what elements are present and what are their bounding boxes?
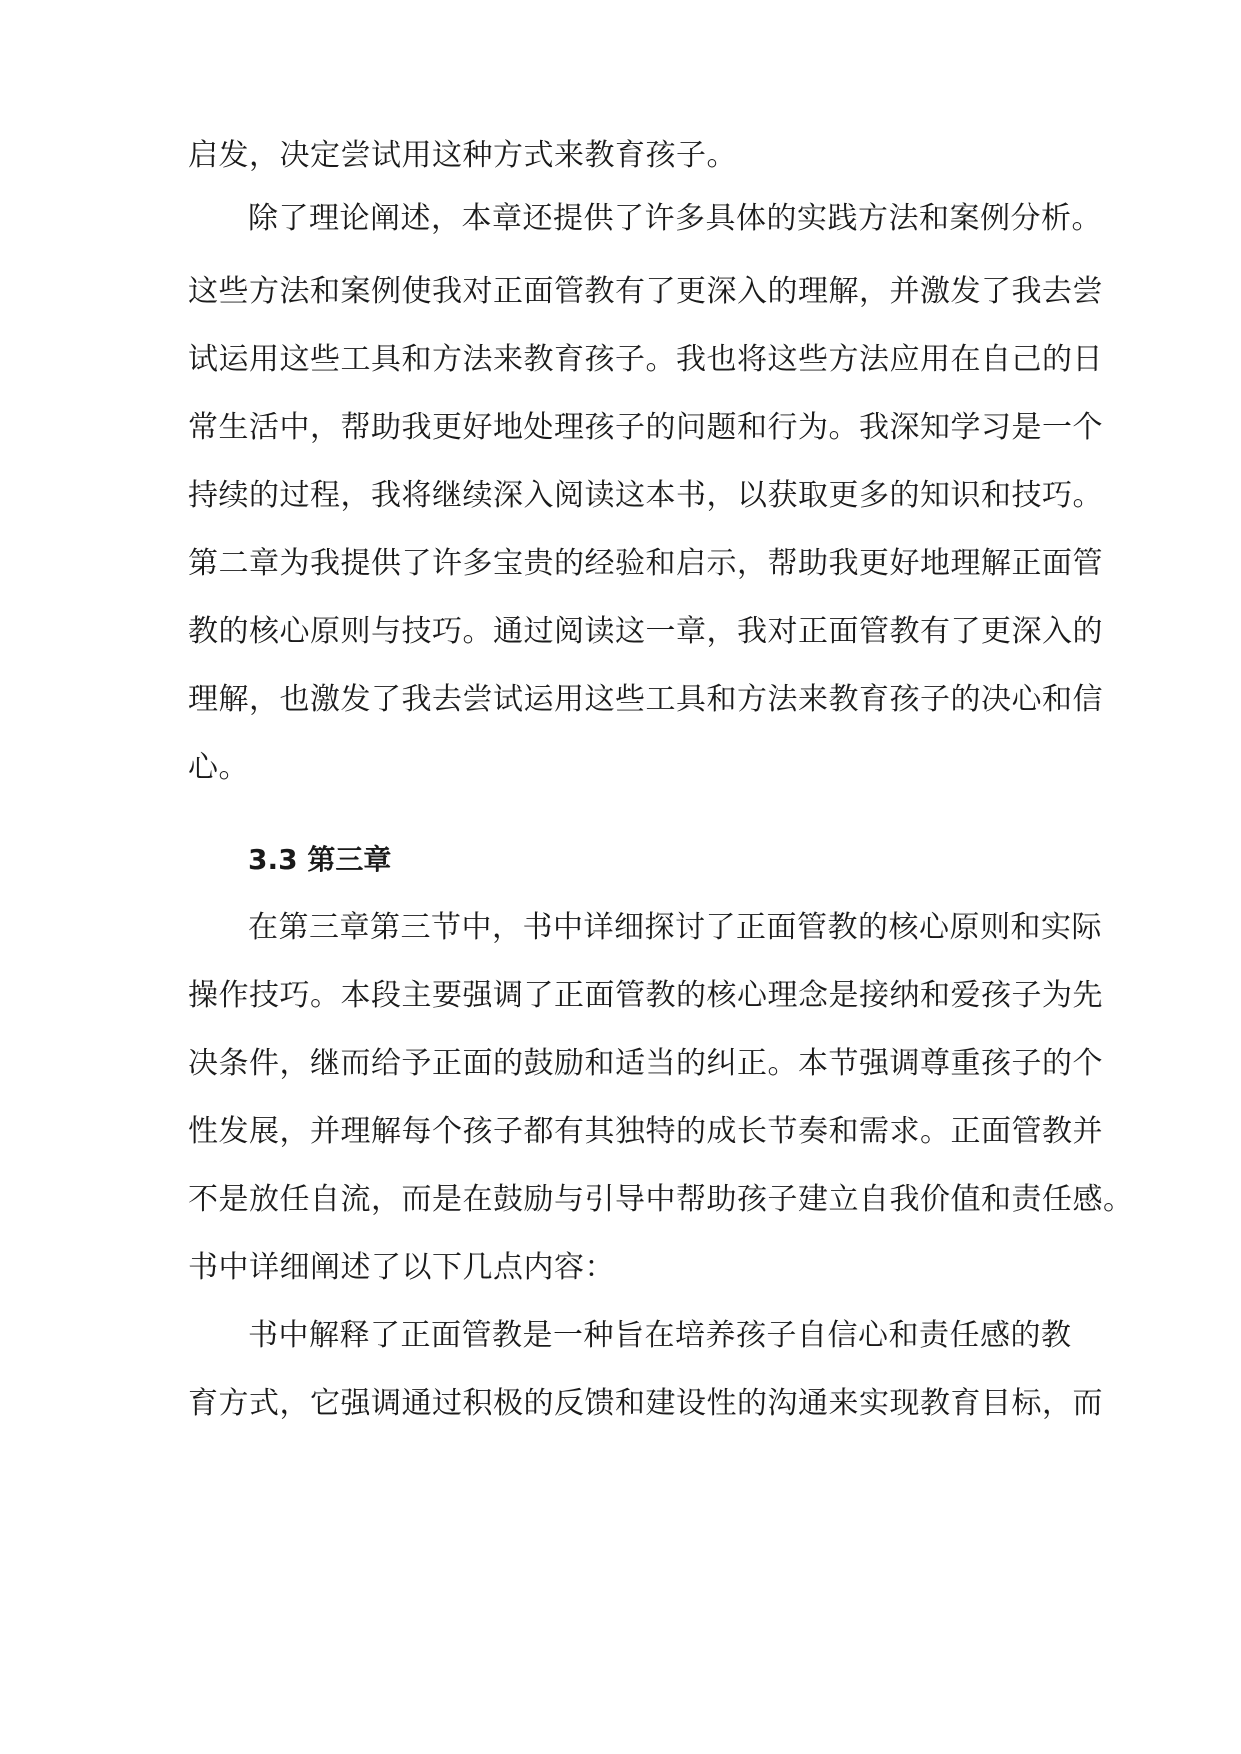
- paragraph-2-line-9: 心。: [188, 750, 249, 785]
- paragraph-3-line-4: 性发展，并理解每个孩子都有其独特的成长节奏和需求。正面管教并: [188, 1114, 1103, 1149]
- paragraph-1-line-1: 启发，决定尝试用这种方式来教育孩子。: [188, 138, 737, 173]
- paragraph-3-line-5: 不是放任自流，而是在鼓励与引导中帮助孩子建立自我价值和责任感。: [188, 1182, 1134, 1217]
- paragraph-3-line-3: 决条件，继而给予正面的鼓励和适当的纠正。本节强调尊重孩子的个: [188, 1046, 1103, 1081]
- paragraph-3-line-1: 在第三章第三节中，书中详细探讨了正面管教的核心原则和实际: [248, 910, 1102, 945]
- paragraph-2-line-8: 理解，也激发了我去尝试运用这些工具和方法来教育孩子的决心和信: [188, 682, 1103, 717]
- paragraph-2-line-2: 这些方法和案例使我对正面管教有了更深入的理解，并激发了我去尝: [188, 274, 1103, 309]
- paragraph-2-line-7: 教的核心原则与技巧。通过阅读这一章，我对正面管教有了更深入的: [188, 614, 1103, 649]
- paragraph-2-line-3: 试运用这些工具和方法来教育孩子。我也将这些方法应用在自己的日: [188, 342, 1103, 377]
- paragraph-2-line-4: 常生活中，帮助我更好地处理孩子的问题和行为。我深知学习是一个: [188, 410, 1103, 445]
- paragraph-2-line-6: 第二章为我提供了许多宝贵的经验和启示，帮助我更好地理解正面管: [188, 546, 1103, 581]
- paragraph-4-line-1: 书中解释了正面管教是一种旨在培养孩子自信心和责任感的教: [248, 1318, 1072, 1353]
- paragraph-4-line-2: 育方式，它强调通过积极的反馈和建设性的沟通来实现教育目标，而: [188, 1386, 1103, 1421]
- paragraph-2-line-1: 除了理论阐述，本章还提供了许多具体的实践方法和案例分析。: [248, 201, 1102, 236]
- paragraph-3-line-2: 操作技巧。本段主要强调了正面管教的核心理念是接纳和爱孩子为先: [188, 978, 1103, 1013]
- paragraph-3-line-6: 书中详细阐述了以下几点内容：: [188, 1250, 615, 1285]
- paragraph-2-line-5: 持续的过程，我将继续深入阅读这本书，以获取更多的知识和技巧。: [188, 478, 1103, 513]
- section-heading: 3.3 第三章: [248, 843, 392, 876]
